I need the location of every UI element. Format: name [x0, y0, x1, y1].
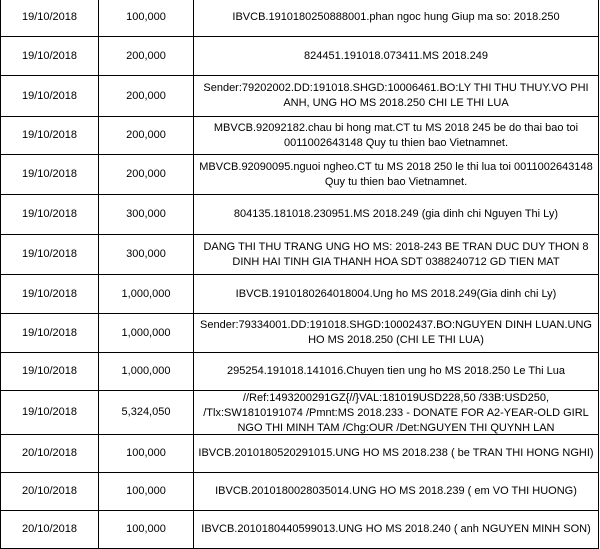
- date-cell: 19/10/2018: [1, 391, 99, 435]
- description-cell: IBVCB.2010180520291015.UNG HO MS 2018.238 ( be TRAN THI HONG NGHI): [194, 435, 599, 473]
- description-cell: 295254.191018.141016.Chuyen tien ung ho MS 2018.250 Le Thi Lua: [194, 353, 599, 391]
- description-cell: IBVCB.2010180440599013.UNG HO MS 2018.240 ( anh NGUYEN MINH SON): [194, 511, 599, 549]
- amount-cell: 200,000: [99, 37, 194, 76]
- date-cell: 19/10/2018: [1, 314, 99, 353]
- table-row: [1, 155, 599, 195]
- table-row: [1, 195, 599, 235]
- amount-cell: 200,000: [99, 76, 194, 117]
- amount-cell: 100,000: [99, 0, 194, 37]
- amount-cell: 300,000: [99, 235, 194, 275]
- description-cell: Sender:79202002.DD:191018.SHGD:10006461.BO:LY THI THU THUY.VO PHI ANH, UNG HO MS 2018.250 CHI LE THI LUA: [194, 76, 599, 117]
- description-cell: 804135.181018.230951.MS 2018.249 (gia dinh chi Nguyen Thi Ly): [194, 195, 599, 235]
- date-cell: 19/10/2018: [1, 0, 99, 37]
- table-row: [1, 391, 599, 435]
- amount-cell: 5,324,050: [99, 391, 194, 435]
- date-cell: 19/10/2018: [1, 117, 99, 155]
- table-row: [1, 435, 599, 473]
- description-cell: IBVCB.1910180250888001.phan ngoc hung Giup ma so: 2018.250: [194, 0, 599, 37]
- amount-cell: 100,000: [99, 511, 194, 549]
- amount-cell: 1,000,000: [99, 314, 194, 353]
- amount-cell: 100,000: [99, 435, 194, 473]
- amount-cell: 200,000: [99, 117, 194, 155]
- description-cell: IBVCB.1910180264018004.Ung ho MS 2018.249(Gia dinh chi Ly): [194, 275, 599, 314]
- donation-table-body: [1, 0, 599, 549]
- date-cell: 20/10/2018: [1, 511, 99, 549]
- amount-cell: 100,000: [99, 473, 194, 511]
- table-row: [1, 275, 599, 314]
- date-cell: 19/10/2018: [1, 275, 99, 314]
- table-row: [1, 353, 599, 391]
- date-cell: 19/10/2018: [1, 235, 99, 275]
- description-cell: DANG THI THU TRANG UNG HO MS: 2018-243 BE TRAN DUC DUY THON 8 DINH HAI TINH GIA THANH HOA SDT 0388240712 GD TIEN MAT: [194, 235, 599, 275]
- description-cell: IBVCB.2010180028035014.UNG HO MS 2018.239 ( em VO THI HUONG): [194, 473, 599, 511]
- table-row: [1, 76, 599, 117]
- description-cell: [194, 391, 599, 435]
- date-cell: 19/10/2018: [1, 37, 99, 76]
- table-row: [1, 37, 599, 76]
- description-cell: 824451.191018.073411.MS 2018.249: [194, 37, 599, 76]
- description-text: //Ref:1493200291GZ{//}VAL:181019USD228,50 /33B:USD250, /Tlx:SW1810191074 /Pmnt:MS 2018.233 - DONATE FOR A2-YEAR-OLD GIRL NGO THI MINH TAM /Chg:OUR /Det:NGUYEN THI QUYNH LAN: [203, 392, 589, 434]
- date-cell: 20/10/2018: [1, 473, 99, 511]
- table-row: [1, 511, 599, 549]
- description-cell: Sender:79334001.DD:191018.SHGD:10002437.BO:NGUYEN DINH LUAN.UNG HO MS 2018.250 (CHI LE THI LUA): [194, 314, 599, 353]
- description-cell: MBVCB.92092182.chau bi hong mat.CT tu MS 2018 245 be do thai bao toi 0011002643148 Quy tu thien bao Vietnamnet.: [194, 117, 599, 155]
- date-cell: 19/10/2018: [1, 76, 99, 117]
- amount-cell: 300,000: [99, 195, 194, 235]
- table-row: [1, 473, 599, 511]
- date-cell: 19/10/2018: [1, 195, 99, 235]
- amount-cell: 1,000,000: [99, 353, 194, 391]
- date-cell: 19/10/2018: [1, 155, 99, 195]
- date-cell: 19/10/2018: [1, 353, 99, 391]
- date-cell: 20/10/2018: [1, 435, 99, 473]
- table-row: [1, 235, 599, 275]
- amount-cell: 200,000: [99, 155, 194, 195]
- table-row: [1, 314, 599, 353]
- description-cell: MBVCB.92090095.nguoi ngheo.CT tu MS 2018 250 le thi lua toi 0011002643148 Quy tu thien bao Vietnamnet.: [194, 155, 599, 195]
- amount-cell: 1,000,000: [99, 275, 194, 314]
- table-row: [1, 0, 599, 37]
- table-row: [1, 117, 599, 155]
